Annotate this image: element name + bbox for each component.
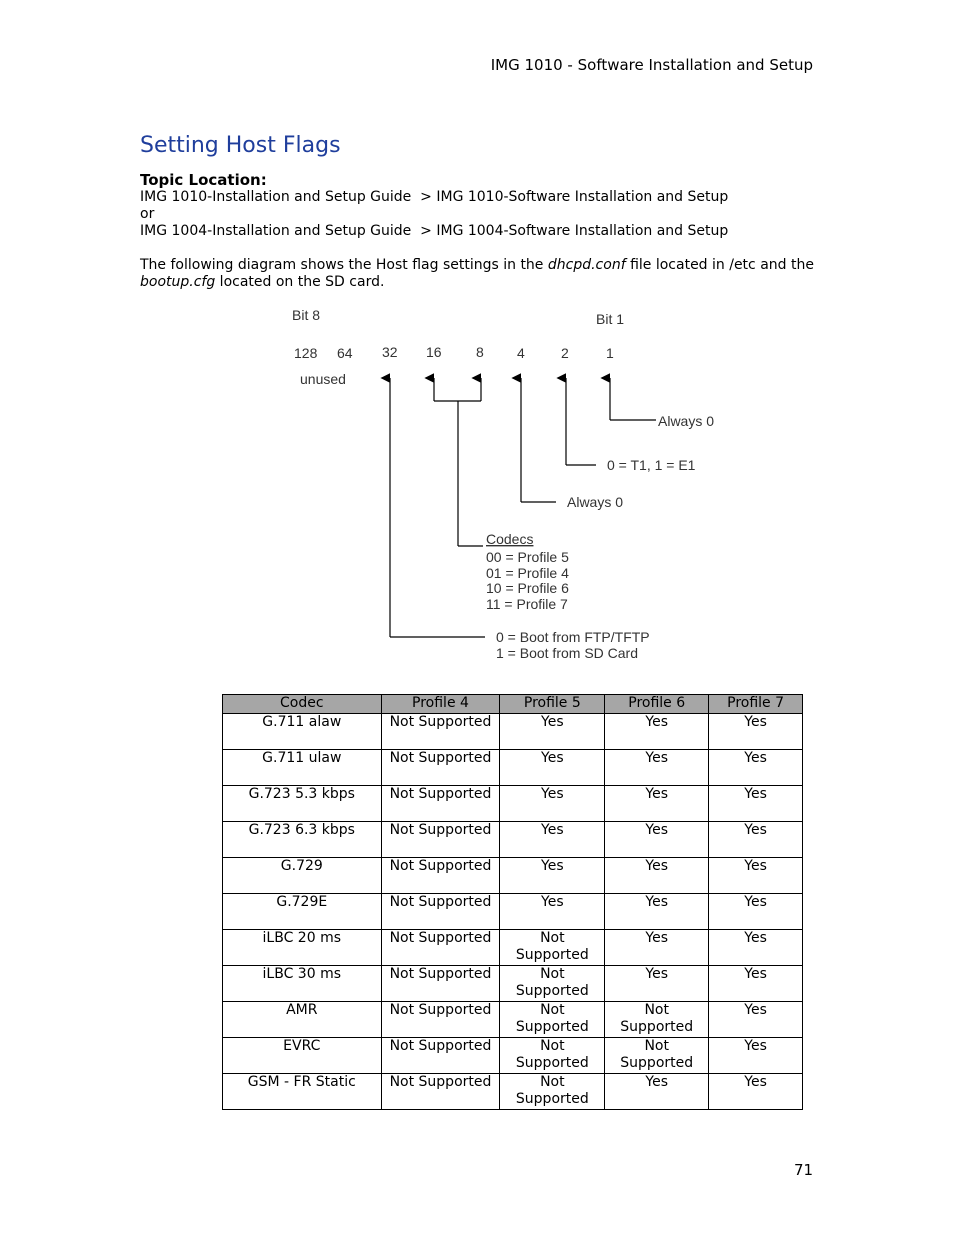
boot-option-1: 1 = Boot from SD Card <box>496 645 639 661</box>
codec-name-cell: EVRC <box>223 1038 382 1074</box>
codec-mapping-10: 10 = Profile 6 <box>486 580 569 596</box>
boot-option-0: 0 = Boot from FTP/TFTP <box>496 629 650 645</box>
support-cell: Not Supported <box>381 1002 500 1038</box>
codec-mapping-01: 01 = Profile 4 <box>486 565 569 581</box>
page-number: 71 <box>794 1161 814 1179</box>
bit-value-8: 8 <box>476 344 484 360</box>
support-cell: Yes <box>500 714 605 750</box>
header-profile-6: Profile 6 <box>605 695 709 714</box>
support-cell: Not Supported <box>605 1038 709 1074</box>
support-cell: Not Supported <box>500 1002 605 1038</box>
support-cell: Not Supported <box>381 822 500 858</box>
codec-name-cell: G.723 5.3 kbps <box>223 786 382 822</box>
topic-location <box>140 172 820 240</box>
topic-label: Topic Location: <box>140 171 267 189</box>
support-cell: Yes <box>709 822 803 858</box>
support-cell: Not Supported <box>500 1038 605 1074</box>
table-row <box>223 714 803 750</box>
table-row <box>223 858 803 894</box>
codec-name-cell: iLBC 20 ms <box>223 930 382 966</box>
support-cell: Not Supported <box>381 966 500 1002</box>
header-profile-7: Profile 7 <box>709 695 803 714</box>
bit-value-1: 1 <box>606 345 614 361</box>
support-cell: Not Supported <box>381 894 500 930</box>
codec-mapping-11: 11 = Profile 7 <box>486 596 568 612</box>
support-cell: Not Supported <box>500 966 605 1002</box>
intro-text-3: located on the SD card. <box>215 274 385 290</box>
bit1-description: Always 0 <box>658 413 715 429</box>
table-body <box>223 714 803 1110</box>
codec-name-cell: G.729E <box>223 894 382 930</box>
table-row <box>223 1002 803 1038</box>
support-cell: Yes <box>709 786 803 822</box>
support-cell: Yes <box>500 786 605 822</box>
header-profile-4: Profile 4 <box>381 695 500 714</box>
support-cell: Yes <box>605 1074 709 1110</box>
support-cell: Not Supported <box>605 1002 709 1038</box>
bit1-label: Bit 1 <box>596 311 625 327</box>
support-cell: Yes <box>500 858 605 894</box>
page-title: Setting Host Flags <box>140 133 341 158</box>
support-cell: Yes <box>709 858 803 894</box>
support-cell: Yes <box>709 750 803 786</box>
host-flag-diagram <box>280 300 740 670</box>
intro-text-1: The following diagram shows the Host flag settings in the <box>140 257 548 273</box>
support-cell: Not Supported <box>381 858 500 894</box>
table-row <box>223 894 803 930</box>
support-cell: Yes <box>605 786 709 822</box>
support-cell: Yes <box>500 750 605 786</box>
support-cell: Not Supported <box>381 786 500 822</box>
intro-paragraph <box>140 257 820 291</box>
table-row <box>223 930 803 966</box>
support-cell: Not Supported <box>500 930 605 966</box>
support-cell: Yes <box>709 894 803 930</box>
support-cell: Not Supported <box>381 750 500 786</box>
support-cell: Not Supported <box>381 930 500 966</box>
intro-text-2: file located in /etc and the <box>625 257 814 273</box>
table-row <box>223 1038 803 1074</box>
support-cell: Yes <box>500 894 605 930</box>
bit-value-64: 64 <box>337 345 353 361</box>
table-row <box>223 822 803 858</box>
codec-name-cell: G.723 6.3 kbps <box>223 822 382 858</box>
header-codec: Codec <box>223 695 382 714</box>
header-profile-5: Profile 5 <box>500 695 605 714</box>
support-cell: Yes <box>709 1038 803 1074</box>
table-row <box>223 966 803 1002</box>
table-row <box>223 786 803 822</box>
support-cell: Yes <box>709 966 803 1002</box>
topic-path-1004: IMG 1004-Installation and Setup Guide > IMG 1004-Software Installation and Setup <box>140 223 729 239</box>
support-cell: Yes <box>605 714 709 750</box>
codec-name-cell: iLBC 30 ms <box>223 966 382 1002</box>
support-cell: Not Supported <box>381 1074 500 1110</box>
bit-value-128: 128 <box>294 345 318 361</box>
topic-or: or <box>140 206 155 222</box>
bit8-label: Bit 8 <box>292 307 321 323</box>
topic-path-1010: IMG 1010-Installation and Setup Guide > IMG 1010-Software Installation and Setup <box>140 189 729 205</box>
codec-profile-table <box>222 694 803 1110</box>
bit3-description: Always 0 <box>567 494 624 510</box>
intro-file-dhcpd: dhcpd.conf <box>547 257 626 273</box>
bit-value-16: 16 <box>426 344 442 360</box>
codec-name-cell: G.711 ulaw <box>223 750 382 786</box>
bit-value-4: 4 <box>517 345 525 361</box>
bit2-description: 0 = T1, 1 = E1 <box>607 457 696 473</box>
support-cell: Yes <box>709 1074 803 1110</box>
support-cell: Not Supported <box>381 714 500 750</box>
codec-name-cell: AMR <box>223 1002 382 1038</box>
table-header-row <box>223 695 803 714</box>
codec-name-cell: GSM - FR Static <box>223 1074 382 1110</box>
support-cell: Yes <box>709 714 803 750</box>
support-cell: Yes <box>605 966 709 1002</box>
support-cell: Yes <box>709 1002 803 1038</box>
bit-value-2: 2 <box>561 345 569 361</box>
support-cell: Not Supported <box>500 1074 605 1110</box>
codec-name-cell: G.711 alaw <box>223 714 382 750</box>
support-cell: Yes <box>605 894 709 930</box>
codecs-title: Codecs <box>486 531 534 547</box>
codec-mapping-00: 00 = Profile 5 <box>486 549 569 565</box>
intro-file-bootup: bootup.cfg <box>140 274 216 290</box>
unused-label: unused <box>300 371 346 387</box>
table-row <box>223 1074 803 1110</box>
table-row <box>223 750 803 786</box>
support-cell: Not Supported <box>381 1038 500 1074</box>
running-header: IMG 1010 - Software Installation and Setup <box>490 56 813 74</box>
bit-value-32: 32 <box>382 344 398 360</box>
support-cell: Yes <box>500 822 605 858</box>
support-cell: Yes <box>605 822 709 858</box>
support-cell: Yes <box>605 750 709 786</box>
support-cell: Yes <box>605 858 709 894</box>
codec-name-cell: G.729 <box>223 858 382 894</box>
support-cell: Yes <box>605 930 709 966</box>
support-cell: Yes <box>709 930 803 966</box>
